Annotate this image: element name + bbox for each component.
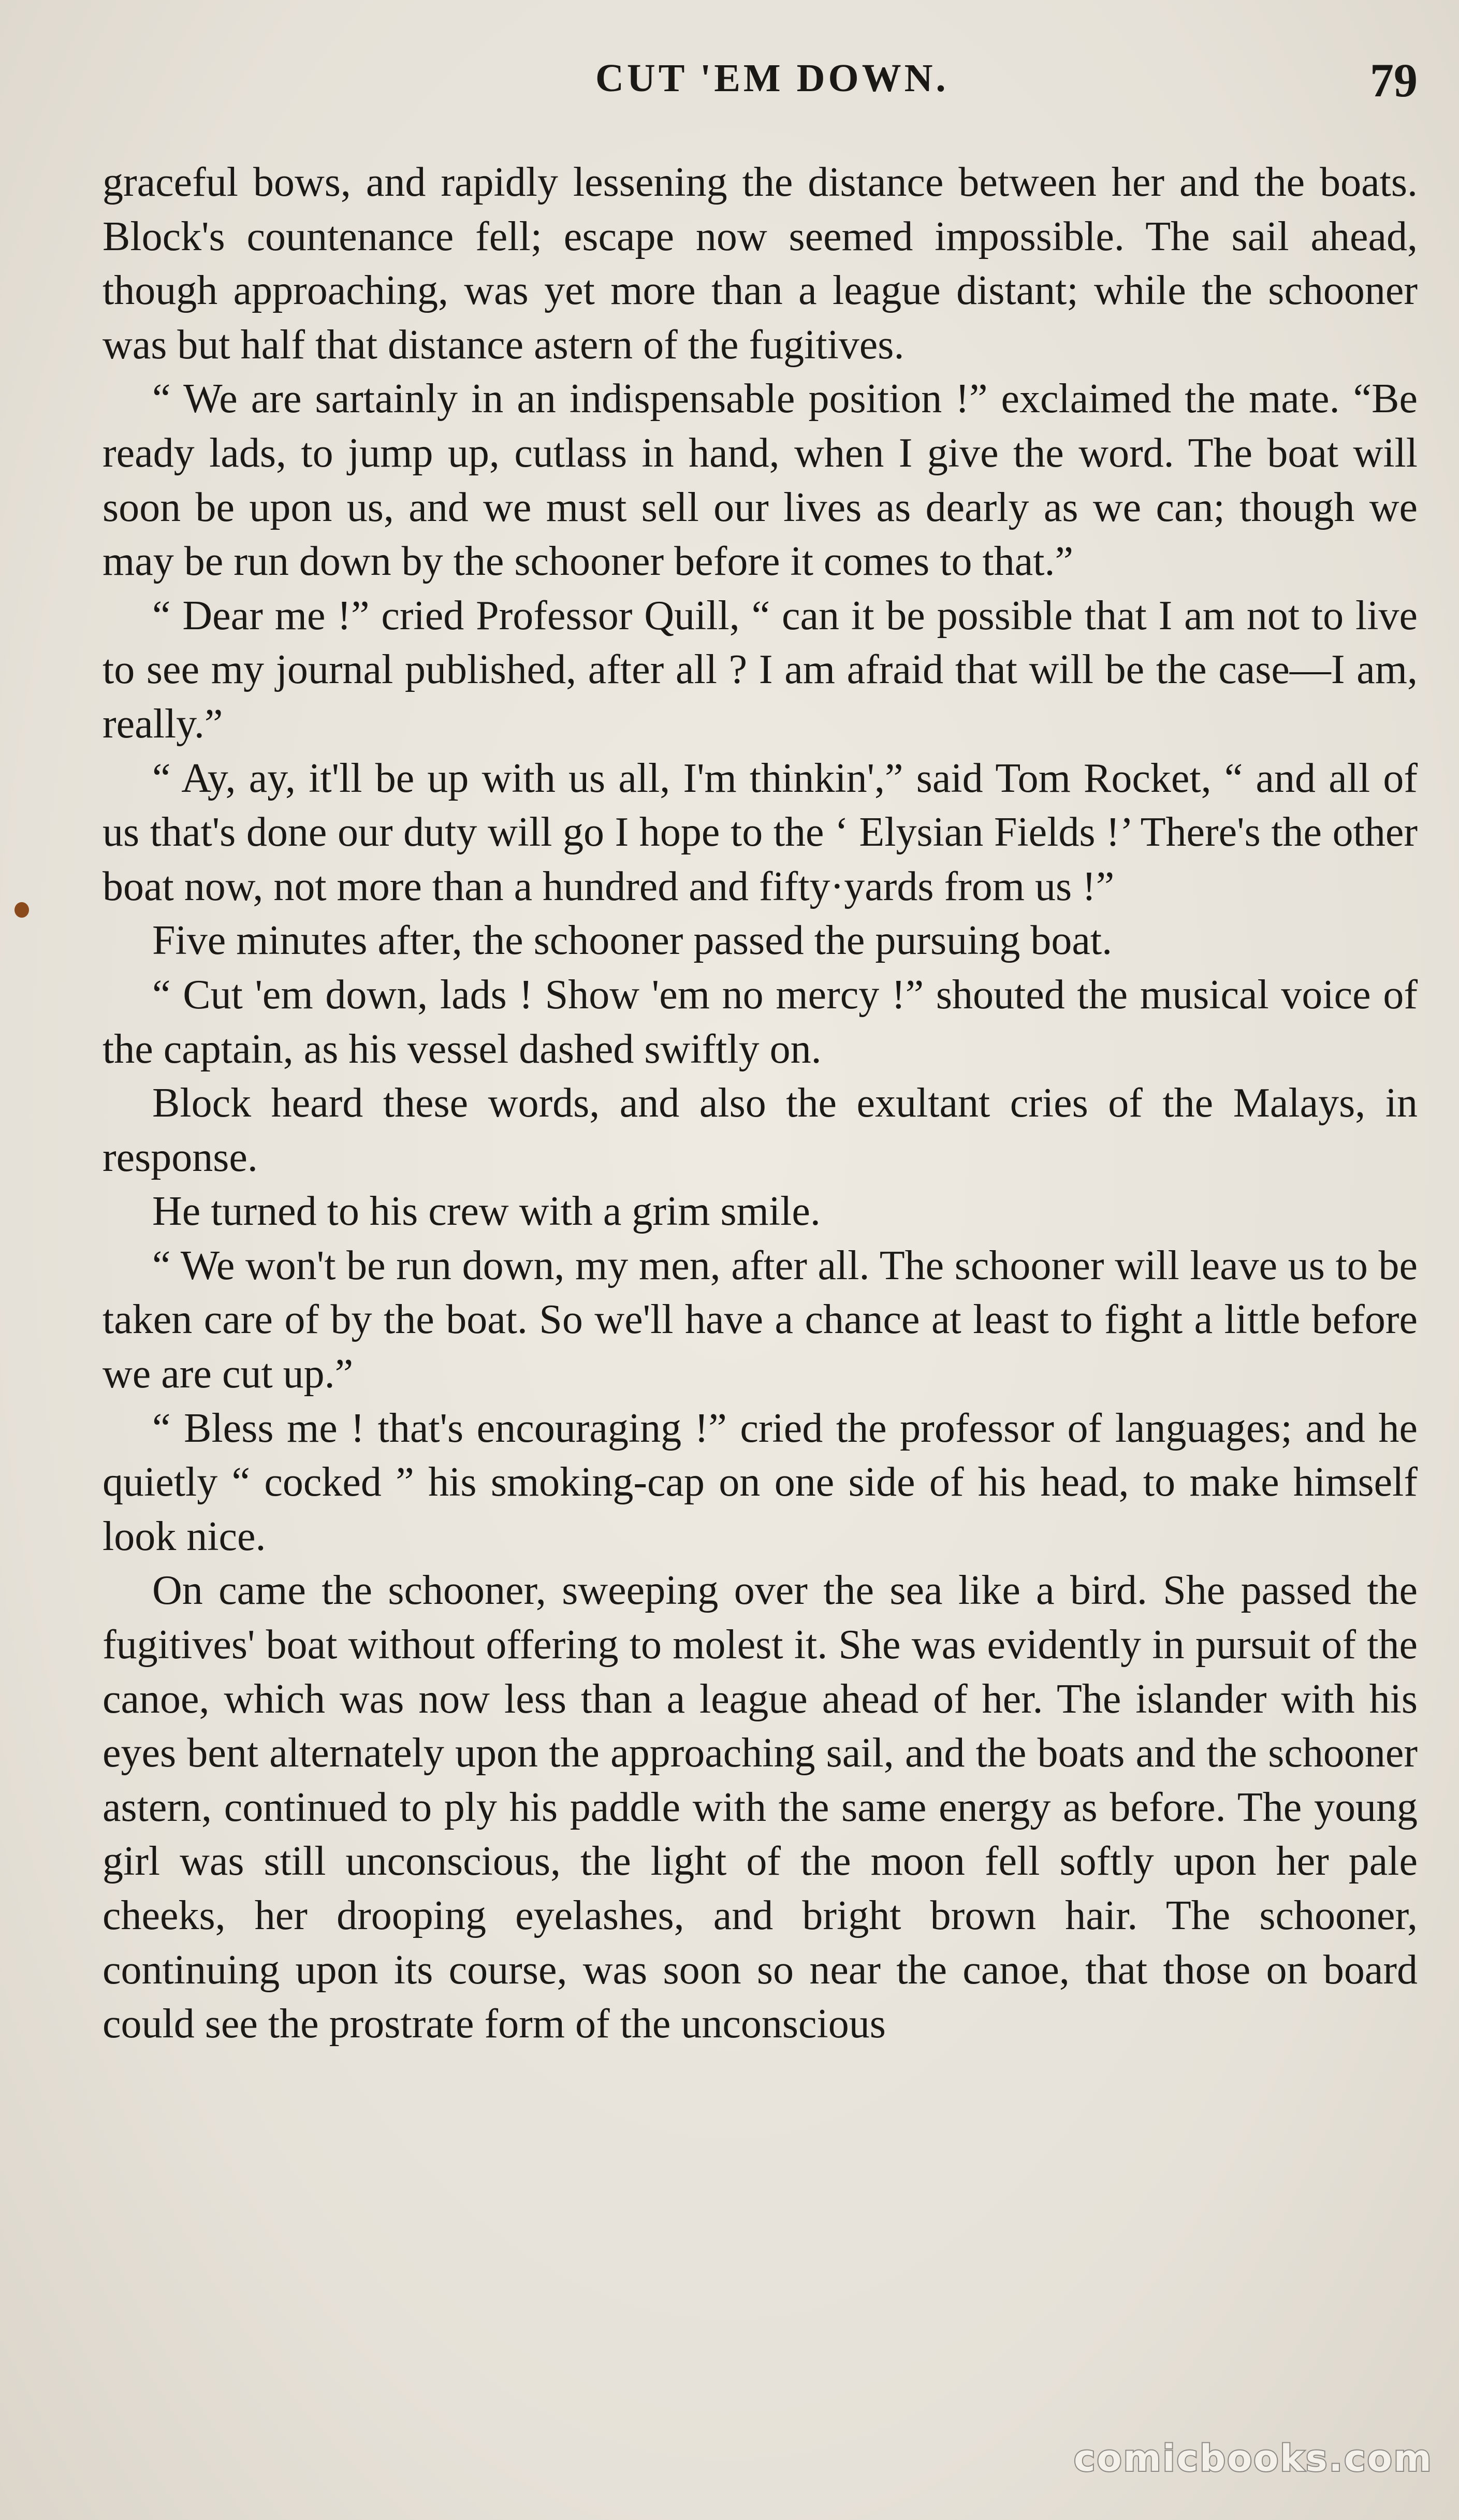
paragraph-1: graceful bows, and rapidly lessening the distance between her and the boats. Block's countenance fell; escape now seemed impossible. The sail ahead, though approaching, was yet more than a league distant; while the schooner was but half that distance astern of the fugitives. <box>103 160 1418 368</box>
body-text <box>103 155 1418 2051</box>
paragraph-5: Five minutes after, the schooner passed the pursuing boat. <box>152 918 1113 964</box>
running-head <box>0 56 1459 113</box>
paragraph-9: “ We won't be run down, my men, after all. The schooner will leave us to be taken care of by the boat. So we'll have a chance at least to fight a little before we are cut up.” <box>103 1242 1418 1397</box>
paragraph-11: On came the schooner, sweeping over the sea like a bird. She passed the fugitives' boat without offering to molest it. She was evidently in pursuit of the canoe, which was now less than a league ahead of her. The islander with his eyes bent alternately upon the approaching sail, and the boats and the schooner astern, continued to ply his paddle with the same energy as before. The young girl was still unconscious, the light of the moon fell softly upon her pale cheeks, her drooping eyelashes, and bright brown hair. The schooner, continuing upon its course, was soon so near the canoe, that those on board could see the prostrate form of the unconscious <box>103 1568 1418 2047</box>
running-title: CUT 'EM DOWN. <box>595 56 949 100</box>
paragraph-3: “ Dear me !” cried Professor Quill, “ can it be possible that I am not to live to see my journal published, after all ? I am afraid that will be the case—I am, really.” <box>103 592 1418 747</box>
paragraph-2: “ We are sartainly in an indispensable position !” exclaimed the mate. “Be ready lads, to jump up, cutlass in hand, when I give the word. The boat will soon be upon us, and we must sell our lives as dearly as we can; though we may be run down by the schooner before it comes to that.” <box>103 376 1418 585</box>
watermark: comicbooks.com <box>1074 2437 1433 2480</box>
paragraph-10: “ Bless me ! that's encouraging !” cried the professor of languages; and he quietly “ cocked ” his smoking-cap on one side of his head, to make himself look nice. <box>103 1405 1418 1559</box>
paragraph-7: Block heard these words, and also the exultant cries of the Malays, in response. <box>103 1080 1418 1180</box>
paragraph-4: “ Ay, ay, it'll be up with us all, I'm thinkin',” said Tom Rocket, “ and all of us that's done our duty will go I hope to the ‘ Elysian Fields !’ There's the other boat now, not more than a hundred and fifty·yards from us !” <box>103 755 1418 909</box>
page-number: 79 <box>1370 54 1418 107</box>
ink-stain <box>14 902 29 918</box>
paragraph-6: “ Cut 'em down, lads ! Show 'em no mercy !” shouted the musical voice of the captain, as his vessel dashed swiftly on. <box>103 972 1418 1072</box>
paragraph-8: He turned to his crew with a grim smile. <box>152 1189 821 1235</box>
